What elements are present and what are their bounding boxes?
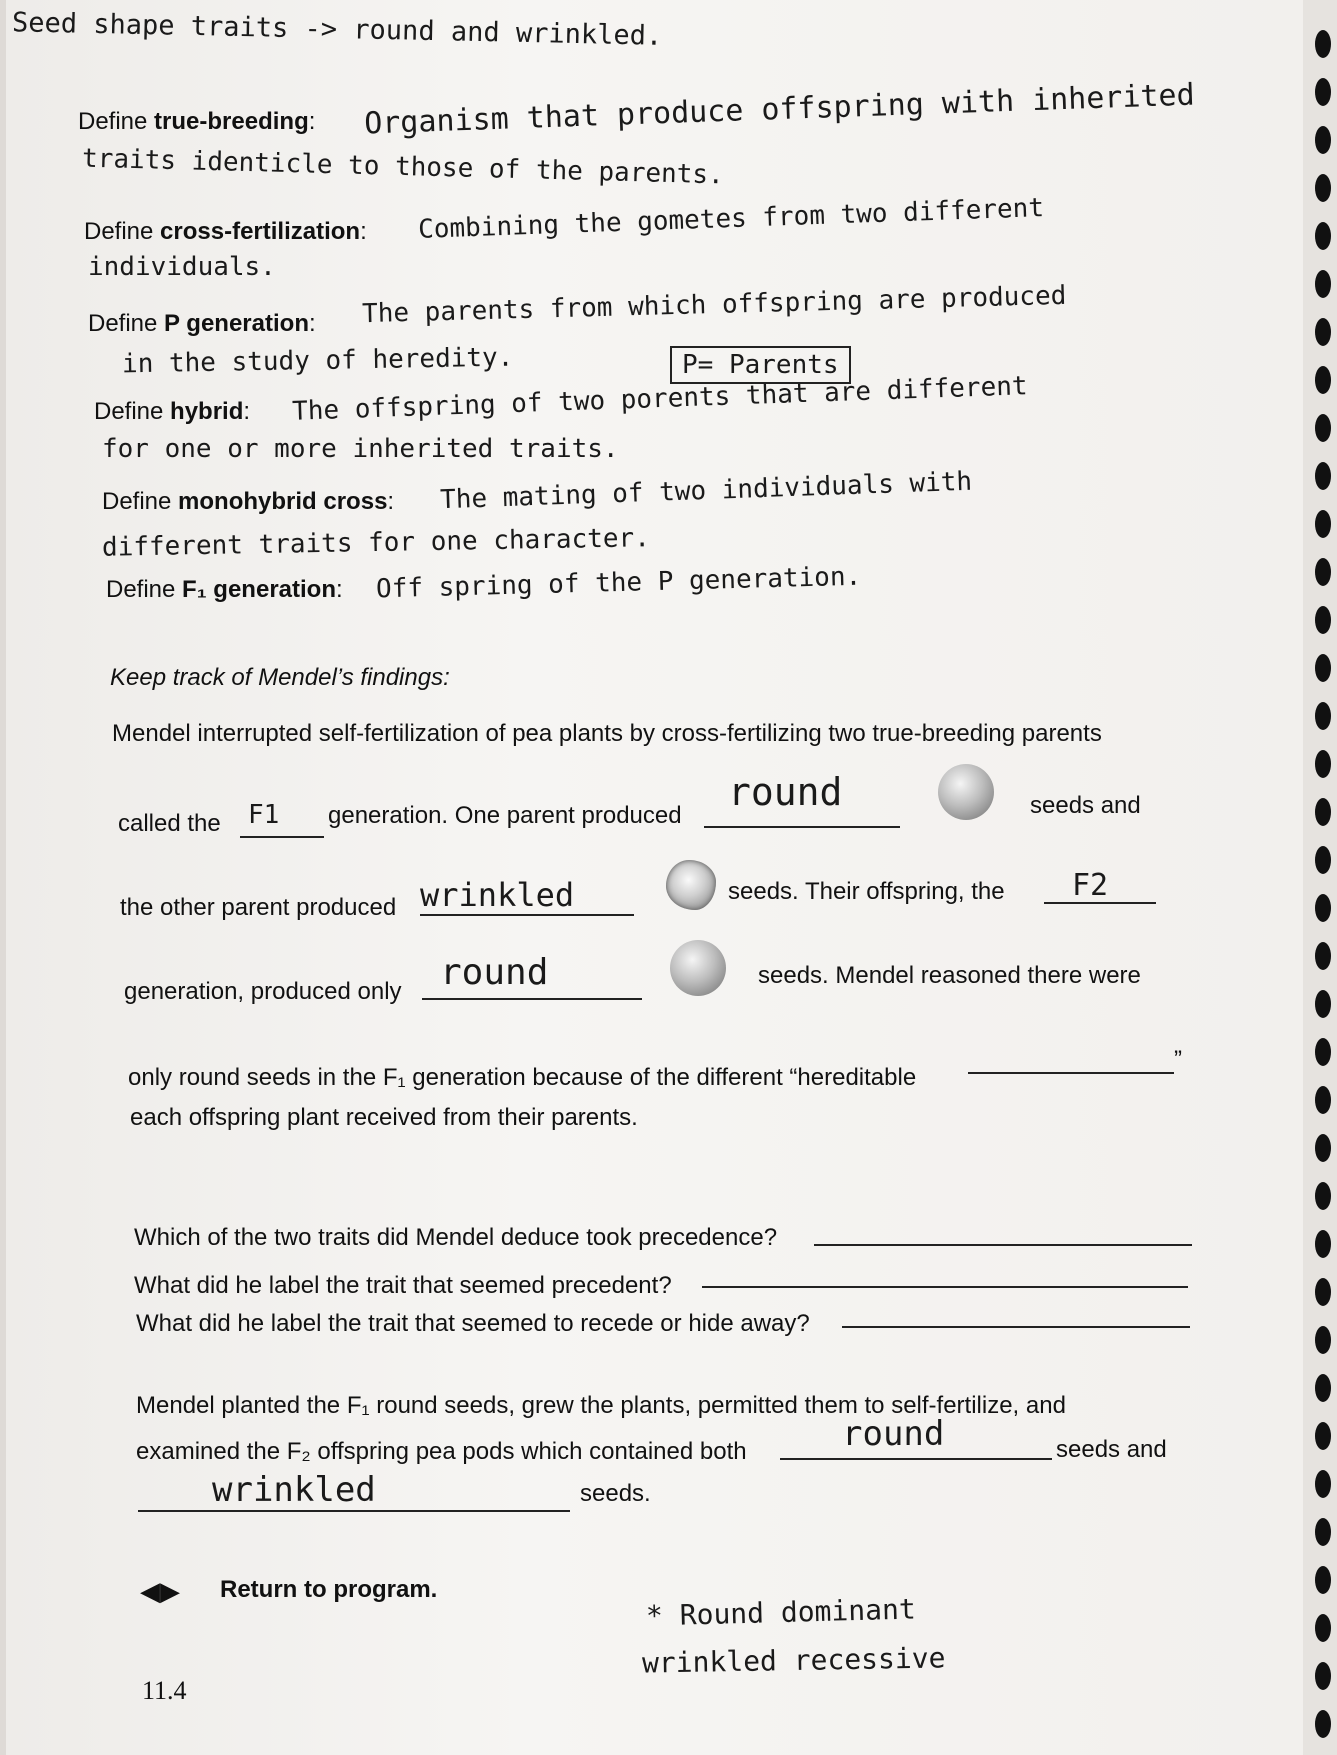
p-received: each offspring plant received from their parents. <box>130 1104 638 1131</box>
blank-round-2 <box>422 998 642 1000</box>
binding-ring <box>1315 414 1331 442</box>
binding-ring <box>1315 462 1331 490</box>
blank-precedence <box>814 1244 1192 1246</box>
binding-ring <box>1315 702 1331 730</box>
answer-final-wrinkled: wrinkled <box>212 1470 376 1510</box>
binding-ring <box>1315 1710 1331 1738</box>
binding-ring <box>1315 1614 1331 1642</box>
binding-ring <box>1315 1134 1331 1162</box>
binding-ring <box>1315 1038 1331 1066</box>
def-monohybrid-cross: Define monohybrid cross: <box>102 488 395 515</box>
p-other-parent: the other parent produced <box>120 894 397 921</box>
binding-ring <box>1315 894 1331 922</box>
binding-ring <box>1315 126 1331 154</box>
binding-ring <box>1315 654 1331 682</box>
answer-f2: F2 <box>1072 868 1109 903</box>
final-line-2: examined the F₂ offspring pea pods which contained both <box>136 1438 747 1465</box>
round-seed-icon-2 <box>670 940 726 996</box>
question-precedent-label: What did he label the trait that seemed precedent? <box>134 1272 672 1299</box>
binding-ring <box>1315 606 1331 634</box>
answer-p-generation-1: The parents from which offspring are produced <box>361 280 1067 330</box>
def-label: Define <box>102 488 179 515</box>
top-note: Seed shape traits -> round and wrinkled. <box>11 7 663 52</box>
def-label: Define <box>78 108 155 135</box>
blank-round-1 <box>704 826 900 828</box>
p-mendel-reasoned: seeds. Mendel reasoned there were <box>758 962 1141 989</box>
wrinkled-seed-icon <box>666 860 716 910</box>
section-heading: Keep track of Mendel’s findings: <box>110 664 450 691</box>
def-label: Define <box>88 310 165 337</box>
def-label: Define <box>84 218 161 245</box>
binding-ring <box>1315 1662 1331 1690</box>
side-note-dominant: * Round dominant <box>645 1592 917 1633</box>
def-cross-fertilization: Define cross-fertilization: <box>84 218 367 245</box>
def-hybrid: Define hybrid: <box>94 398 251 425</box>
binding-ring <box>1315 1374 1331 1402</box>
binding-ring <box>1315 270 1331 298</box>
binding-ring <box>1315 990 1331 1018</box>
def-f1-generation: Define F₁ generation: <box>106 576 343 603</box>
paragraph-intro: Mendel interrupted self-fertilization of pea plants by cross-fertilizing two true-breeding parents <box>112 720 1102 747</box>
answer-f1: F1 <box>248 800 280 830</box>
answer-cross-fertilization-1: Combining the gometes from two different <box>417 193 1045 245</box>
binding-ring <box>1315 1326 1331 1354</box>
p-one-parent: generation. One parent produced <box>328 802 682 829</box>
def-true-breeding: Define true-breeding: <box>78 108 316 135</box>
binding-ring <box>1315 942 1331 970</box>
binding-ring <box>1315 1278 1331 1306</box>
def-term: P generation <box>164 310 309 337</box>
binding-ring <box>1315 846 1331 874</box>
answer-true-breeding-1: Organism that produce offspring with inherited <box>363 77 1196 142</box>
binding-ring <box>1315 1230 1331 1258</box>
def-label: Define <box>94 398 171 425</box>
def-label: Define <box>106 576 183 603</box>
round-seed-icon <box>938 764 994 820</box>
binding-ring <box>1315 798 1331 826</box>
answer-true-breeding-2: traits identicle to those of the parents. <box>81 143 725 191</box>
def-term: cross-fertilization <box>160 218 361 245</box>
binding-ring <box>1315 30 1331 58</box>
binding-ring <box>1315 318 1331 346</box>
return-to-program-link[interactable]: Return to program. <box>220 1576 438 1603</box>
p-close-quote: ” <box>1174 1046 1182 1073</box>
def-term: F₁ generation <box>182 576 336 603</box>
binding-ring <box>1315 78 1331 106</box>
arrows-icon[interactable]: ◀▶ <box>140 1576 180 1606</box>
def-term: hybrid <box>170 398 244 425</box>
binding-ring <box>1315 366 1331 394</box>
answer-round-2: round <box>440 952 549 993</box>
def-p-generation: Define P generation: <box>88 310 316 337</box>
binding-ring <box>1315 1566 1331 1594</box>
p-produced-only: generation, produced only <box>124 978 402 1005</box>
answer-wrinkled: wrinkled <box>420 876 575 914</box>
answer-final-round: round <box>842 1414 945 1454</box>
answer-round-1: round <box>728 770 843 814</box>
p-parents-box: P= Parents <box>670 346 851 384</box>
blank-hereditable <box>968 1072 1174 1074</box>
def-term: true-breeding <box>154 108 309 135</box>
binding-ring <box>1315 1086 1331 1114</box>
final-line-1: Mendel planted the F₁ round seeds, grew the plants, permitted them to self-fertilize, and <box>136 1392 1066 1419</box>
answer-monohybrid-2: different traits for one character. <box>101 523 651 563</box>
spiral-binding <box>1303 0 1337 1755</box>
blank-precedent-label <box>702 1286 1188 1288</box>
def-term: monohybrid cross <box>178 488 388 515</box>
final-seeds: seeds. <box>580 1480 651 1507</box>
answer-p-generation-2: in the study of heredity. <box>121 342 514 380</box>
p-seeds-and: seeds and <box>1030 792 1141 819</box>
answer-cross-fertilization-2: individuals. <box>88 252 276 282</box>
answer-hybrid-1: The offspring of two porents that are different <box>291 371 1029 427</box>
blank-recede-label <box>842 1326 1190 1328</box>
final-seeds-and: seeds and <box>1056 1436 1167 1463</box>
question-recede-label: What did he label the trait that seemed to recede or hide away? <box>136 1310 810 1337</box>
side-note-recessive: wrinkled recessive <box>641 1641 946 1680</box>
binding-ring <box>1315 750 1331 778</box>
p-called-the: called the <box>118 810 221 837</box>
blank-final-wrinkled <box>138 1510 570 1512</box>
binding-ring <box>1315 558 1331 586</box>
binding-ring <box>1315 174 1331 202</box>
answer-f1-generation: Off spring of the P generation. <box>375 561 862 605</box>
blank-f1 <box>240 836 324 838</box>
question-precedence: Which of the two traits did Mendel deduce took precedence? <box>134 1224 778 1251</box>
binding-ring <box>1315 1470 1331 1498</box>
answer-monohybrid-1: The mating of two individuals with <box>439 466 973 516</box>
blank-wrinkled <box>420 914 634 916</box>
p-their-offspring: seeds. Their offspring, the <box>728 878 1005 905</box>
binding-ring <box>1315 1518 1331 1546</box>
binding-ring <box>1315 222 1331 250</box>
page-number: 11.4 <box>142 1676 187 1705</box>
p-hereditable: only round seeds in the F₁ generation because of the different “hereditable <box>128 1064 917 1091</box>
blank-final-round <box>780 1458 1052 1460</box>
binding-ring <box>1315 1422 1331 1450</box>
binding-ring <box>1315 1182 1331 1210</box>
answer-hybrid-2: for one or more inherited traits. <box>102 434 619 464</box>
binding-ring <box>1315 510 1331 538</box>
worksheet-page <box>6 0 1306 1755</box>
